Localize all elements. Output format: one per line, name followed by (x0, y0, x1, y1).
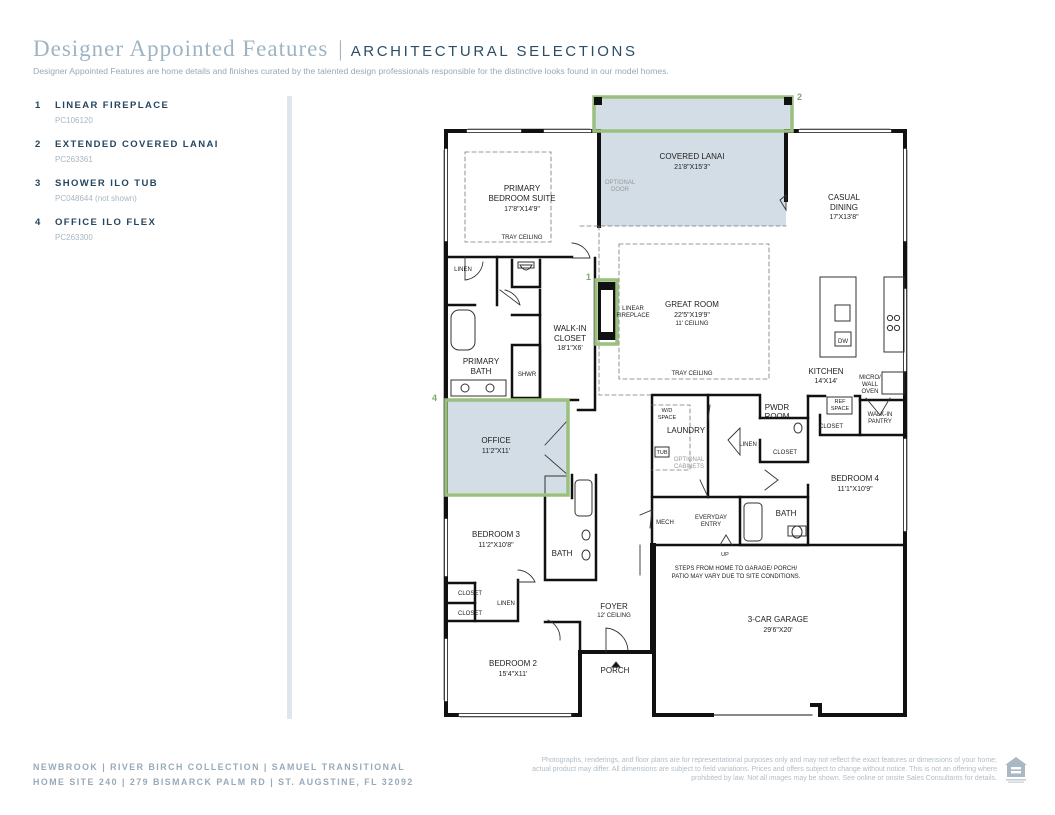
powder-room-name: PWDR (764, 403, 790, 412)
foyer-name: FOYER (600, 602, 628, 611)
lanai-fill (599, 131, 786, 226)
marker-4: 4 (432, 393, 438, 403)
garage-name: 3-CAR GARAGE (747, 615, 809, 624)
powder-room-name-2: ROOM (764, 412, 790, 421)
floor-plan (300, 85, 920, 730)
feature-number: 1 (35, 100, 42, 111)
shower-label: SHWR (517, 372, 537, 378)
tub-label: TUB (656, 450, 668, 456)
marker-1: 1 (586, 272, 592, 282)
closet-label-a: CLOSET (457, 591, 483, 597)
closet-label-b: CLOSET (457, 611, 483, 617)
feature-item-fireplace (35, 100, 275, 125)
dining-dim: 17'X13'8" (829, 214, 859, 221)
dishwasher-label: DW (838, 339, 848, 345)
feature-item-office (35, 217, 275, 242)
steps-note: STEPS FROM HOME TO GARAGE/ PORCH/ (674, 566, 798, 572)
steps-note-2: PATIO MAY VARY DUE TO SITE CONDITIONS. (671, 574, 801, 580)
great-room-ceiling: 11' CEILING (675, 321, 709, 327)
feature-code: PC048644 (not shown) (55, 194, 137, 203)
foyer-ceiling: 12' CEILING (597, 613, 631, 619)
feature-item-shower (35, 178, 275, 203)
lanai-dim: 21'8"X15'3" (674, 164, 710, 171)
bedroom2-name: BEDROOM 2 (488, 659, 538, 668)
page-description: Designer Appointed Features are home details and finishes curated by the talented design professionals responsible for the distinctive looks found in our model homes. (33, 66, 669, 76)
title-main: Designer Appointed Features (33, 36, 329, 61)
primary-bedroom-name: PRIMARY (503, 184, 541, 193)
bedroom-linen-label: LINEN (497, 601, 515, 607)
optional-door-label-2: DOOR (611, 187, 629, 193)
office-fill (446, 401, 568, 493)
pantry-label-2: PANTRY (868, 419, 892, 425)
kitchen-closet-label: CLOSET (818, 424, 844, 430)
mech-label: MECH (656, 520, 674, 526)
wd-space-label-2: SPACE (657, 415, 677, 421)
garage-dim: 29'6"X20' (763, 627, 793, 634)
feature-list (35, 100, 275, 256)
great-room-tray: TRAY CEILING (671, 371, 713, 377)
primary-bedroom-dim: 17'8"X14'9" (504, 206, 540, 213)
kitchen-dim: 14'X14' (814, 378, 838, 385)
feature-name: OFFICE ILO FLEX (55, 217, 157, 228)
hall-closet-label: CLOSET (772, 450, 798, 456)
bedroom2-dim: 15'4"X11' (498, 671, 528, 678)
walk-in-closet-name-2: CLOSET (553, 334, 587, 343)
footer-line-2: HOME SITE 240 | 279 BISMARCK PALM RD | ST. AUGSTINE, FL 32092 (33, 777, 414, 787)
ref-space-label-2: SPACE (830, 406, 850, 412)
primary-bath-name-2: BATH (470, 367, 492, 376)
dining-name-2: DINING (830, 203, 858, 212)
title-separator: | (338, 36, 343, 61)
bedroom4-dim: 11'1"X10'9" (837, 486, 873, 493)
feature-number: 2 (35, 139, 42, 150)
walk-in-closet-name: WALK-IN (553, 324, 587, 333)
marker-2: 2 (797, 92, 803, 102)
bedroom4-name: BEDROOM 4 (830, 474, 880, 483)
feature-code: PC263300 (55, 233, 93, 242)
equal-housing-opportunity-icon (1003, 756, 1029, 784)
title-subtitle: ARCHITECTURAL SELECTIONS (350, 43, 638, 60)
divider-bar (287, 96, 292, 719)
extended-lanai-fill (594, 97, 792, 131)
lanai-name: COVERED LANAI (659, 152, 725, 161)
optional-cabinets-label: OPTIONAL (673, 457, 705, 463)
great-room-name: GREAT ROOM (665, 300, 719, 309)
office-name: OFFICE (481, 436, 511, 445)
primary-bedroom-name-2: BEDROOM SUITE (488, 194, 556, 203)
bedroom3-dim: 11'2"X10'8" (478, 542, 514, 549)
wd-space-label: W/D (661, 408, 673, 414)
feature-code: PC263361 (55, 155, 93, 164)
micro-oven-label-3: OVEN (861, 389, 879, 395)
primary-bath-name: PRIMARY (462, 357, 500, 366)
ref-space-label: REF (834, 399, 846, 405)
micro-oven-label-2: WALL (861, 382, 879, 388)
walk-in-closet-dim: 18'1"X6' (557, 345, 583, 352)
optional-cabinets-label-2: CABINETS (673, 464, 705, 470)
optional-door-label: OPTIONAL (604, 180, 636, 186)
feature-number: 3 (35, 178, 42, 189)
fireplace-label: LINEAR (622, 306, 644, 312)
pantry-label: WALK-IN (867, 412, 893, 418)
everyday-entry-label: EVERYDAY (694, 515, 728, 521)
footer-disclaimer: Photographs, renderings, and floor plans are for representational purposes only and may not reflect the exact features or dimensions of your home; actual product may differ. All dimensions are subject to field variations. Prices and offers subject to change without notice. This is not an offering where prohibited by law. Not all images may be shown. See online or onsite Sales Consultants for details. (532, 757, 997, 783)
bath-3-name: BATH (551, 549, 573, 558)
office-dim: 11'2"X11' (481, 448, 511, 455)
hall-linen-label: LINEN (739, 442, 757, 448)
feature-item-lanai (35, 139, 275, 164)
feature-name: LINEAR FIREPLACE (55, 100, 170, 111)
laundry-name: LAUNDRY (666, 426, 706, 435)
kitchen-name: KITCHEN (808, 367, 844, 376)
linen-label: LINEN (454, 267, 472, 273)
feature-code: PC106120 (55, 116, 93, 125)
everyday-entry-label-2: ENTRY (700, 522, 722, 528)
footer-address (33, 760, 414, 790)
primary-bedroom-ceiling: TRAY CEILING (501, 235, 543, 241)
bath-4-name: BATH (775, 509, 797, 518)
footer-line-1: NEWBROOK | RIVER BIRCH COLLECTION | SAMUEL TRANSITIONAL (33, 762, 406, 772)
page-title (33, 36, 638, 62)
porch-name: PORCH (600, 666, 630, 675)
up-label: UP (721, 552, 729, 558)
feature-name: SHOWER ILO TUB (55, 178, 158, 189)
dining-name: CASUAL (827, 193, 861, 202)
feature-name: EXTENDED COVERED LANAI (55, 139, 219, 150)
great-room-dim: 22'5"X19'9" (674, 312, 710, 319)
feature-number: 4 (35, 217, 42, 228)
fireplace-label-2: FIREPLACE (616, 313, 650, 319)
micro-oven-label: MICRO/ (859, 375, 881, 381)
bedroom3-name: BEDROOM 3 (471, 530, 521, 539)
